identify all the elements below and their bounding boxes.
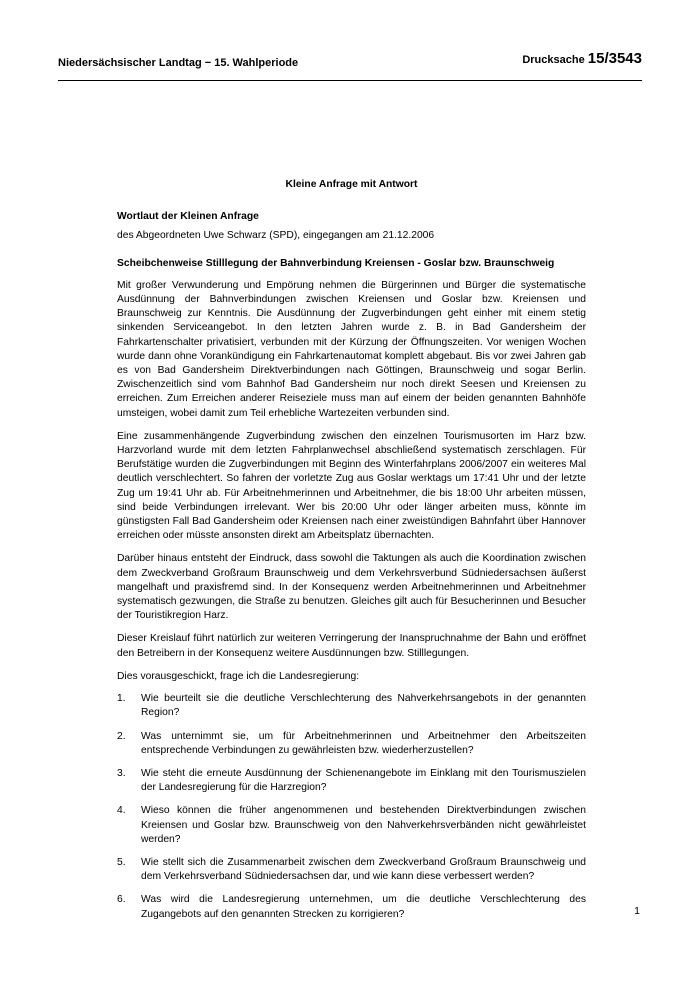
question-item: [117, 856, 586, 884]
question-text: Was wird die Landesregierung unternehmen, um die deutliche Verschlechterung des Zugangebots auf den genannten Strecken zu korrigieren?: [141, 894, 586, 920]
paragraph: Dieser Kreislauf führt natürlich zur weiteren Verringerung der Inanspruchnahme der Bahn und eröffnet den Betreibern in der Konsequenz weitere Ausdünnungen bzw. Stilllegungen.: [117, 633, 586, 659]
paragraph: Mit großer Verwunderung und Empörung nehmen die Bürgerinnen und Bürger die systematische Ausdünnung der Bahnverbindungen zwischen Kreiensen und Goslar bzw. Kreiensen und Braunschweig zur Kenntnis. Die Ausdünnung der Zugverbindungen geht einher mit einem stetig sinkenden Serviceangebot. In den letzten Jahren wurde z. B. in Bad Gandersheim der Fahrkartenschalter privatisiert, verbunden mit der Kürzung der Öffnungszeiten. Vor wenigen Wochen wurde dann ohne Vorankündigung ein Fahrkartenautomat komplett abgebaut. Bis vor zwei Jahren gab es von Bad Gandersheim Direktverbindungen nach Göttingen, Braunschweig und sogar Berlin. Zwischenzeitlich sind vom Bahnhof Bad Gandersheim nur noch direkt Seesen und Kreiensen zu erreichen. Zum Erreichen anderer Reiseziele muss man auf einem der beiden genannten Bahnhöfe umsteigen, wobei damit zum Teil erhebliche Wartezeiten verbunden sind.: [117, 279, 586, 419]
question-item: [117, 804, 586, 847]
section-heading: Wortlaut der Kleinen Anfrage: [117, 211, 259, 223]
paragraph: Eine zusammenhängende Zugverbindung zwischen den einzelnen Tourismusorten im Harz bzw. Harzvorland wurde mit dem letzten Fahrplanwechsel abschließend systematisch zerschlagen. Für Berufstätige wurden die Zugverbindungen mit Beginn des Winterfahrplans 2006/2007 ein weiteres Mal deutlich verschlechtert. So fahren der vorletzte Zug aus Goslar werktags um 17:41 Uhr und der letzte Zug um 19:41 Uhr ab. Für Arbeitnehmerinnen und Arbeitnehmer, die bis 18:00 Uhr arbeiten müssen, sind beide Verbindungen irrelevant. Wer bis 20:00 Uhr oder länger arbeiten muss, könnte im günstigsten Fall Bad Gandersheim oder Kreiensen nach einer zweistündigen Bahnfahrt über Hannover erreichen oder müsste ansonsten direkt am Arbeitsplatz übernachten.: [117, 430, 586, 542]
question-item: [117, 893, 586, 921]
question-number: 5.: [117, 856, 126, 868]
subject-heading: Scheibchenweise Stilllegung der Bahnverbindung Kreiensen - Goslar bzw. Braunschweig: [117, 257, 555, 269]
question-item: [117, 730, 586, 758]
question-text: Wie steht die erneute Ausdünnung der Schienenangebote im Einklang mit den Tourismuszielen der Landesregierung für die Harzregion?: [141, 767, 586, 794]
question-text: Wie stellt sich die Zusammenarbeit zwischen dem Zweckverband Großraum Braunschweig und dem Verkehrsverband Südniedersachsen dar, und wie kann diese verbessert werden?: [141, 856, 586, 883]
drucksache-prefix: Drucksache: [522, 54, 588, 66]
page-header: [58, 50, 642, 81]
question-text: Was unternimmt sie, um für Arbeitnehmerinnen und Arbeitnehmer den Arbeitszeiten entsprechende Verbindungen zu gewährleisten bzw. wiederherzustellen?: [141, 730, 586, 756]
question-number: 1.: [117, 693, 126, 705]
page-number: 1: [634, 905, 640, 917]
question-text: Wie beurteilt sie die deutliche Verschlechterung des Nahverkehrsangebots in der genannten Region?: [141, 693, 586, 719]
question-text: Wieso können die früher angenommenen und bestehenden Direktverbindungen zwischen Kreiensen und Goslar bzw. Braunschweig von den Nahverkehrsverbänden nicht gewährleistet werden?: [141, 805, 586, 845]
drucksache-label: [522, 50, 642, 67]
document-body: [117, 178, 586, 931]
question-list: [117, 692, 586, 922]
parliament-label: Niedersächsischer Landtag − 15. Wahlperiode: [58, 57, 299, 69]
drucksache-number: 15/3543: [587, 50, 642, 67]
question-item: [117, 767, 586, 795]
question-item: [117, 692, 586, 720]
byline: des Abgeordneten Uwe Schwarz (SPD), eingegangen am 21.12.2006: [117, 230, 435, 242]
lead-in: Dies vorausgeschickt, frage ich die Landesregierung:: [117, 670, 360, 682]
document-title: Kleine Anfrage mit Antwort: [285, 179, 418, 190]
question-number: 3.: [117, 767, 126, 779]
question-number: 2.: [117, 730, 126, 742]
question-number: 6.: [117, 894, 126, 906]
paragraph: Darüber hinaus entsteht der Eindruck, dass sowohl die Taktungen als auch die Koordination zwischen dem Zweckverband Großraum Braunschweig und dem Verkehrsverbund Südniedersachsen äußerst mangelhaft und praxisfremd sind. In der Konsequenz werden Arbeitnehmerinnen und Arbeitnehmer systematisch gezwungen, die Straße zu benutzen. Gleiches gilt auch für Besucherinnen und Besucher der Touristikregion Harz.: [117, 553, 586, 622]
question-number: 4.: [117, 805, 126, 817]
